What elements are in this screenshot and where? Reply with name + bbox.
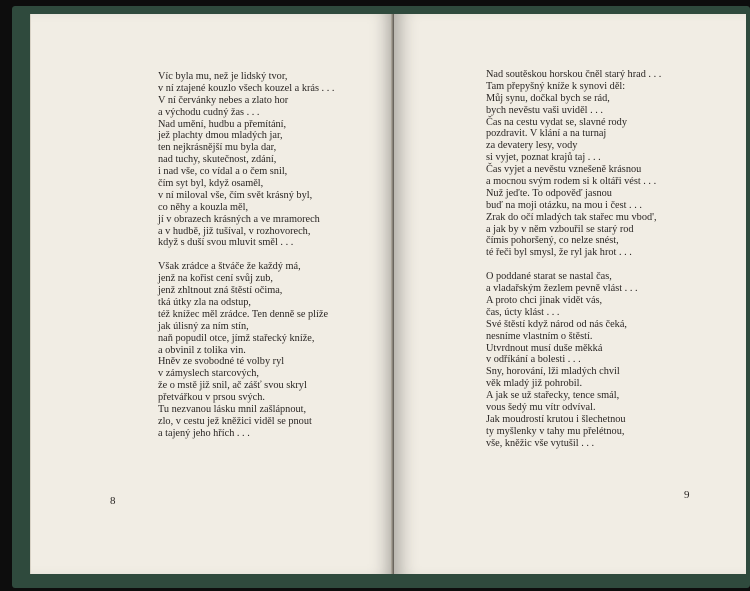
poem-line: Však zrádce a štváče že každý má, bbox=[158, 261, 301, 273]
right-page-poem bbox=[486, 69, 661, 450]
poem-line: jenž zhltnout zná štěstí očima, bbox=[158, 285, 283, 297]
poem-line: vous šedý mu vítr odvíval. bbox=[486, 402, 596, 414]
poem-line: nad tuchy, skutečnost, zdání, bbox=[158, 154, 277, 166]
poem-line: čím syt byl, když osaměl, bbox=[158, 178, 264, 190]
poem-line: v odříkání a bolesti . . . bbox=[486, 354, 581, 366]
poem-line: nesníme vlastním o štěstí. bbox=[486, 330, 593, 342]
poem-line: Čas na cestu vydat se, slavné rody bbox=[486, 116, 627, 128]
poem-line: Utvrdnout musí duše měkká bbox=[486, 342, 603, 354]
poem-line: jí v obrazech krásných a ve mramorech bbox=[158, 213, 320, 225]
poem-line: též knížec měl zrádce. Ten denně se plíže bbox=[158, 308, 329, 320]
poem-line: bych nevěstu vaši uviděl . . . bbox=[486, 104, 603, 116]
poem-line: Zrak do očí mladých tak stařec mu vbod', bbox=[486, 211, 657, 223]
poem-line: v zámyslech starcových, bbox=[158, 368, 259, 380]
stanza-gap bbox=[158, 249, 334, 261]
poem-line: Nad soutěskou horskou čněl starý hrad . . . bbox=[486, 69, 662, 80]
poem-line: tká útky zla na odstup, bbox=[158, 297, 251, 309]
poem-line: a obvinil z tolika vin. bbox=[158, 344, 246, 356]
poem-line: vše, kněžic vše vytušil . . . bbox=[486, 437, 595, 449]
poem-line: Sny, horování, lži mladých chvil bbox=[486, 366, 620, 378]
left-page-poem bbox=[158, 71, 334, 440]
poem-line: ty myšlenky v tahy mu přelétnou, bbox=[486, 425, 625, 437]
poem-line: zlo, v cestu jež kněžici viděl se pnout bbox=[158, 415, 312, 427]
poem-line: jenž na kořist cení svůj zub, bbox=[158, 273, 273, 285]
poem-line: a vladařským žezlem pevně vlást . . . bbox=[486, 283, 638, 295]
poem-line: té řeči byl smysl, že ryl jak hrot . . . bbox=[486, 247, 632, 259]
poem-line: V ní červánky nebes a zlato hor bbox=[158, 94, 289, 106]
poem-line: jež plachty dmou mladých jar, bbox=[158, 130, 283, 142]
poem-line: Tu nezvanou lásku mnil zašlápnout, bbox=[158, 404, 307, 416]
poem-line: co něhy a kouzla měl, bbox=[158, 201, 249, 213]
poem-line: Víc byla mu, než je lidský tvor, bbox=[158, 71, 288, 82]
poem-line: a jak by v něm vzbouřil se starý rod bbox=[486, 223, 634, 235]
poem-line: jak úlisný za ním stín, bbox=[158, 320, 249, 332]
poem-line: Můj synu, dočkal bych se rád, bbox=[486, 92, 610, 104]
right-page-number: 9 bbox=[684, 489, 690, 501]
poem-line: ten nejkrásnější mu byla dar, bbox=[158, 142, 277, 154]
poem-line: Čas vyjet a nevěstu vznešeně krásnou bbox=[486, 164, 642, 176]
poem-line: O poddané starat se nastal čas, bbox=[486, 271, 612, 283]
poem-line: A proto chci jinak vidět vás, bbox=[486, 295, 603, 307]
poem-line: i nad vše, co vídal a o čem snil, bbox=[158, 166, 288, 178]
poem-line: Nad umění, hudbu a přemítání, bbox=[158, 118, 287, 130]
stanza-gap bbox=[486, 259, 661, 271]
left-page-number: 8 bbox=[110, 495, 116, 507]
poem-line: Tam přepyšný kníže k synovi děl: bbox=[486, 80, 626, 92]
poem-line: čímis pohoršený, co nelze snést, bbox=[486, 235, 619, 247]
poem-line: Své štěstí když národ od nás čeká, bbox=[486, 318, 627, 330]
poem-line: v ní miloval vše, čím svět krásný byl, bbox=[158, 189, 313, 201]
poem-line: si vyjet, poznat krajů taj . . . bbox=[486, 152, 601, 164]
poem-line: naň popudil otce, jímž stařecký kníže, bbox=[158, 332, 315, 344]
poem-line: buď na moji otázku, na mou i čest . . . bbox=[486, 199, 642, 211]
poem-line: Hněv ze svobodné té volby ryl bbox=[158, 356, 285, 368]
poem-line: Jak moudrostí krutou i šlechetnou bbox=[486, 413, 626, 425]
poem-line: a mocnou svým rodem si k oltáři vést . . . bbox=[486, 176, 657, 188]
poem-line: pozdravit. V klání a na turnaj bbox=[486, 128, 607, 140]
poem-line: věk mladý již pohrobil. bbox=[486, 378, 583, 390]
poem-line: A jak se už stařecky, tence smál, bbox=[486, 390, 620, 402]
poem-line: Nuž jeďte. To odpověď jasnou bbox=[486, 187, 612, 199]
poem-line: když s duší svou mluvit směl . . . bbox=[158, 237, 294, 249]
poem-line: a tajený jeho hřích . . . bbox=[158, 427, 250, 439]
left-page bbox=[30, 14, 395, 574]
poem-line: že o mstě již snil, ač zášť svou skryl bbox=[158, 380, 307, 392]
poem-line: čas, úcty klást . . . bbox=[486, 306, 560, 318]
right-page bbox=[394, 14, 746, 574]
poem-line: a východu cudný žas . . . bbox=[158, 106, 260, 118]
poem-line: v ní ztajené kouzlo všech kouzel a krás . . . bbox=[158, 82, 335, 94]
poem-line: přetvářkou v prsou svých. bbox=[158, 392, 265, 404]
poem-line: za devatery lesy, vody bbox=[486, 140, 578, 152]
poem-line: a v hudbě, již tušíval, v rozhovorech, bbox=[158, 225, 311, 237]
